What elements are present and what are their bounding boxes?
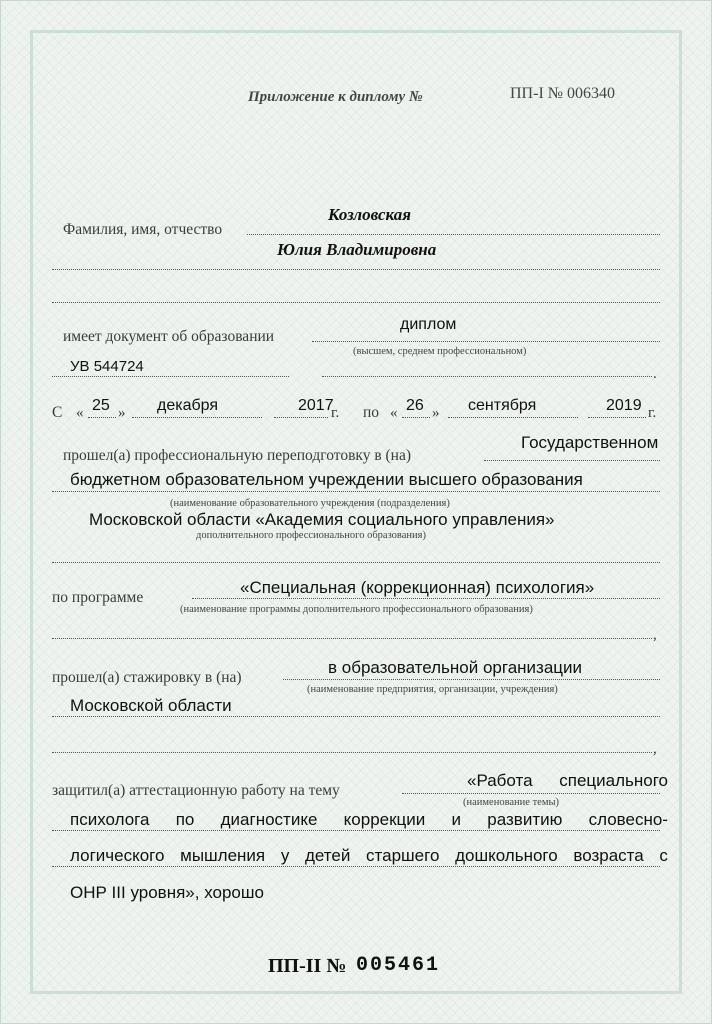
given-names: Юлия Владимировна bbox=[277, 240, 437, 259]
retraining-caption-1: (наименование образовательного учреждения (подразделения) bbox=[170, 498, 450, 509]
thesis-label: защитил(а) аттестационную работу на тему bbox=[52, 782, 340, 799]
thesis-line-2-word: диагностике bbox=[220, 810, 318, 829]
thesis-line-2-word: по bbox=[175, 810, 195, 829]
period-start-year-suffix: г. bbox=[331, 405, 340, 421]
name-line-2 bbox=[52, 269, 660, 270]
period-end-month-line bbox=[448, 417, 578, 418]
thesis-line-2 bbox=[70, 810, 668, 830]
name-line-1 bbox=[247, 234, 660, 235]
thesis-line-a bbox=[402, 793, 660, 794]
period-end-day: 26 bbox=[406, 397, 424, 414]
thesis-line-1-word: специального bbox=[559, 771, 668, 790]
period-start-open-quote: « bbox=[76, 405, 84, 421]
retraining-line-a bbox=[484, 460, 660, 461]
appendix-label: Приложение к диплому № bbox=[248, 89, 423, 105]
thesis-line-3-word: детей bbox=[304, 846, 351, 865]
thesis-line-c bbox=[52, 866, 660, 867]
thesis-line-4: ОНР III уровня», хорошо bbox=[70, 883, 264, 902]
thesis-line-3-word: с bbox=[659, 846, 668, 865]
education-doc-caption: (высшем, среднем профессиональном) bbox=[353, 346, 527, 357]
retraining-line-2: бюджетном образовательном учреждении высшего образования bbox=[70, 470, 583, 489]
period-end-year: 2019 bbox=[606, 397, 642, 414]
thesis-line-3-word: мышления bbox=[180, 846, 266, 865]
period-end-open-quote: « bbox=[390, 405, 398, 421]
thesis-line-3-word: дошкольного bbox=[455, 846, 558, 865]
thesis-line-2-word: и bbox=[451, 810, 462, 829]
period-start-close-quote: » bbox=[118, 405, 126, 421]
education-number-line bbox=[52, 376, 289, 377]
period-start-day-line bbox=[88, 417, 116, 418]
program-label: по программе bbox=[52, 589, 144, 606]
internship-line-a bbox=[283, 679, 660, 680]
period-start-month: декабря bbox=[157, 397, 219, 414]
thesis-line-2-word: словесно- bbox=[588, 810, 668, 829]
internship-line-c bbox=[52, 752, 652, 753]
program-caption: (наименование программы дополнительного профессионального образования) bbox=[180, 604, 533, 615]
retraining-label: прошел(а) профессиональную переподготовку в (на) bbox=[63, 447, 412, 464]
serial-prefix: ПП-II № bbox=[268, 955, 347, 977]
education-doc-label: имеет документ об образовании bbox=[63, 328, 275, 345]
thesis-caption: (наименование темы) bbox=[463, 797, 560, 808]
period-start-year-line bbox=[274, 417, 328, 418]
education-doc-number: УВ 544724 bbox=[70, 358, 144, 375]
education-doc-type: диплом bbox=[400, 316, 457, 333]
period-from-label: С bbox=[52, 404, 63, 421]
thesis-line-1 bbox=[467, 771, 668, 791]
thesis-line-b bbox=[52, 830, 660, 831]
serial-number: 005461 bbox=[356, 954, 441, 977]
internship-end-mark: , bbox=[653, 741, 657, 757]
period-end-month: сентября bbox=[468, 397, 537, 414]
thesis-line-3-word: старшего bbox=[366, 846, 440, 865]
education-end-mark: . bbox=[653, 366, 657, 382]
surname: Козловская bbox=[328, 205, 411, 224]
thesis-line-3-word: у bbox=[280, 846, 290, 865]
program-line-2 bbox=[52, 638, 652, 639]
thesis-line-2-word: развитию bbox=[487, 810, 563, 829]
education-number-line-2 bbox=[322, 376, 652, 377]
thesis-line-3-word: логического bbox=[70, 846, 165, 865]
retraining-line-3: Московской области «Академия социального управления» bbox=[89, 510, 555, 529]
retraining-line-b bbox=[52, 491, 660, 492]
program-name: «Специальная (коррекционная) психология» bbox=[240, 578, 595, 597]
thesis-line-1-word: «Работа bbox=[467, 771, 533, 790]
thesis-line-2-word: коррекции bbox=[343, 810, 426, 829]
thesis-line-2-word: психолога bbox=[70, 810, 150, 829]
internship-line-1: в образовательной организации bbox=[328, 658, 583, 677]
period-end-year-line bbox=[588, 417, 646, 418]
period-start-month-line bbox=[132, 417, 262, 418]
appendix-number: ПП-I № 006340 bbox=[510, 85, 616, 102]
education-doc-line bbox=[312, 341, 660, 342]
program-line bbox=[192, 598, 660, 599]
retraining-line-c bbox=[52, 562, 660, 563]
program-end-mark: , bbox=[653, 627, 657, 643]
period-end-close-quote: » bbox=[432, 405, 440, 421]
thesis-line-3-word: возраста bbox=[573, 846, 644, 865]
period-start-day: 25 bbox=[92, 397, 110, 414]
internship-label: прошел(а) стажировку в (на) bbox=[52, 669, 242, 686]
period-end-day-line bbox=[402, 417, 430, 418]
internship-caption: (наименование предприятия, организации, учреждения) bbox=[307, 684, 558, 695]
retraining-line-1: Государственном bbox=[521, 433, 659, 452]
period-start-year: 2017 bbox=[298, 397, 334, 414]
internship-line-2: Московской области bbox=[70, 696, 232, 715]
retraining-caption-2: дополнительного профессионального образования) bbox=[196, 530, 426, 541]
internship-line-b bbox=[52, 716, 660, 717]
thesis-line-3 bbox=[70, 846, 668, 866]
period-end-year-suffix: г. bbox=[648, 405, 657, 421]
name-line-3 bbox=[52, 302, 660, 303]
full-name-label: Фамилия, имя, отчество bbox=[63, 221, 223, 238]
period-to-label: по bbox=[363, 404, 380, 421]
